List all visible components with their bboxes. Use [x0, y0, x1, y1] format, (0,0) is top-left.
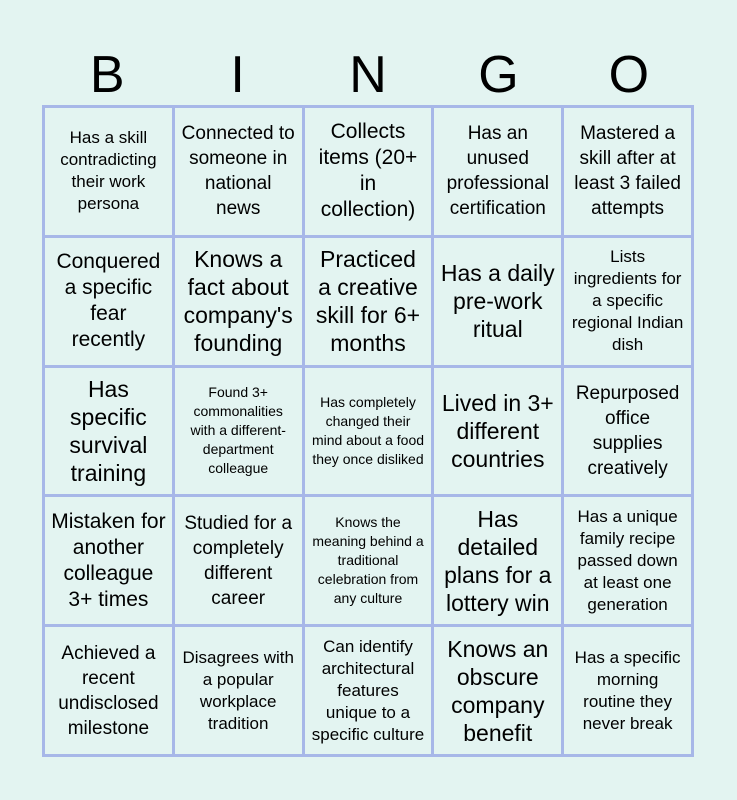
- header-letter-g: G: [478, 46, 519, 104]
- cell-text: Has detailed plans for a lottery win: [444, 505, 552, 616]
- bingo-cell[interactable]: [305, 497, 432, 624]
- bingo-cell[interactable]: [564, 627, 691, 754]
- cell-text: Repurposed office supplies creatively: [575, 382, 680, 479]
- cell-text: Has a daily pre-work ritual: [440, 260, 555, 343]
- cell-text: Has an unused professional certification: [446, 123, 550, 220]
- cell-text: Collects items (20+ in collection): [318, 120, 418, 222]
- bingo-cell[interactable]: [564, 108, 691, 235]
- bingo-cell[interactable]: [564, 368, 691, 495]
- bingo-cell[interactable]: [175, 238, 302, 365]
- bingo-cell[interactable]: [434, 368, 561, 495]
- cell-text: Mistaken for another colleague 3+ times: [51, 509, 166, 611]
- cell-text: Knows an obscure company benefit: [447, 635, 549, 746]
- bingo-cell[interactable]: [175, 108, 302, 235]
- header-letter-o: O: [608, 46, 650, 104]
- bingo-cell[interactable]: [305, 627, 432, 754]
- cell-text: Conquered a specific fear recently: [56, 250, 161, 352]
- cell-text: Has a specific morning routine they never break: [574, 647, 681, 733]
- cell-text: Has a unique family recipe passed down at least one generation: [577, 506, 678, 614]
- header-letter-b: B: [89, 46, 125, 104]
- bingo-cell[interactable]: [175, 627, 302, 754]
- cell-text: Has a skill contradicting their work persona: [60, 128, 157, 214]
- bingo-cell[interactable]: [434, 497, 561, 624]
- cell-text: Lived in 3+ different countries: [441, 389, 554, 472]
- cell-text: Can identify architectural features unique to a specific culture: [311, 636, 425, 744]
- bingo-cell[interactable]: [434, 108, 561, 235]
- cell-text: Practiced a creative skill for 6+ months: [315, 246, 421, 357]
- bingo-cell[interactable]: [305, 368, 432, 495]
- cell-text: Connected to someone in national news: [181, 123, 295, 220]
- bingo-cell[interactable]: [434, 627, 561, 754]
- cell-text: Found 3+ commonalities with a different-department colleague: [190, 384, 286, 477]
- cell-text: Has completely changed their mind about a food they once disliked: [311, 393, 425, 467]
- bingo-board: [42, 105, 694, 757]
- bingo-cell[interactable]: [45, 497, 172, 624]
- bingo-cell[interactable]: [564, 497, 691, 624]
- bingo-cell[interactable]: [305, 108, 432, 235]
- header-letter-n: N: [349, 46, 387, 104]
- bingo-cell[interactable]: [564, 238, 691, 365]
- bingo-cell[interactable]: [45, 368, 172, 495]
- bingo-cell[interactable]: [45, 627, 172, 754]
- bingo-cell[interactable]: [175, 497, 302, 624]
- cell-text: Disagrees with a popular workplace tradition: [182, 647, 294, 733]
- bingo-cell[interactable]: [45, 238, 172, 365]
- bingo-cell[interactable]: [434, 238, 561, 365]
- cell-text: Has specific survival training: [69, 375, 148, 486]
- cell-text: Knows a fact about company's founding: [183, 246, 293, 357]
- header-letter-i: I: [230, 46, 245, 104]
- cell-text: Studied for a completely different career: [184, 512, 293, 609]
- cell-text: Knows the meaning behind a traditional celebration from any culture: [312, 514, 424, 607]
- cell-text: Mastered a skill after at least 3 failed attempts: [574, 123, 681, 220]
- cell-text: Lists ingredients for a specific regional Indian dish: [571, 247, 684, 355]
- bingo-cell[interactable]: [175, 368, 302, 495]
- bingo-cell[interactable]: [305, 238, 432, 365]
- bingo-header: [42, 46, 694, 104]
- bingo-cell[interactable]: [45, 108, 172, 235]
- cell-text: Achieved a recent undisclosed milestone: [58, 642, 159, 739]
